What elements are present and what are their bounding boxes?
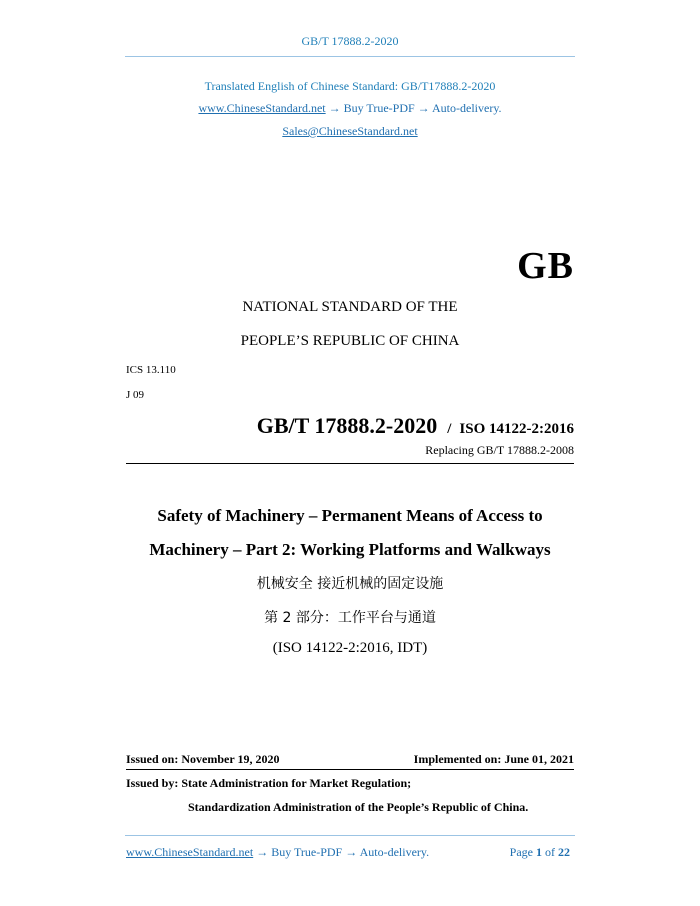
title-zh-line1: 机械安全 接近机械的固定设施 (256, 576, 444, 592)
dates-divider (126, 769, 574, 770)
arrow-right-icon: → (345, 845, 358, 859)
issued-by-line1: Issued by: State Administration for Market Regulation; (126, 776, 412, 790)
header-divider (125, 56, 575, 57)
site-link[interactable]: www.ChineseStandard.net (198, 101, 326, 115)
issued-on-date: Issued on: November 19, 2020 (126, 752, 280, 766)
footer-site-link[interactable]: www.ChineseStandard.net (126, 845, 254, 859)
issued-by-line2: Standardization Administration of the People’s Republic of China. (188, 800, 529, 814)
standard-number (257, 413, 574, 439)
arrow-right-icon: → (328, 101, 341, 115)
running-header-title: GB/T 17888.2-2020 (301, 34, 399, 48)
national-standard-line1: NATIONAL STANDARD OF THE (242, 299, 458, 315)
footer-auto-delivery-text: Auto-delivery. (359, 845, 430, 859)
page-indicator (510, 845, 570, 860)
purchase-line (0, 101, 700, 116)
email-line (0, 124, 700, 139)
national-standard-line2: PEOPLE’S REPUBLIC OF CHINA (240, 333, 460, 349)
translation-notice: Translated English of Chinese Standard: GB/T17888.2-2020 (204, 79, 496, 93)
footer-buy-pdf-text: Buy True-PDF (271, 845, 343, 859)
footer-divider (125, 835, 575, 836)
title-zh-line2: 第 2 部分：工作平台与通道 (264, 610, 436, 626)
implemented-on-date: Implemented on: June 01, 2021 (413, 752, 574, 766)
number-separator: / (447, 421, 452, 437)
footer-purchase-line (126, 845, 429, 860)
gb-standard-number: GB/T 17888.2-2020 (256, 413, 438, 438)
iso-standard-number: ISO 14122-2:2016 (459, 421, 574, 437)
replacing-standard: Replacing GB/T 17888.2-2008 (425, 443, 574, 457)
title-en-line1: Safety of Machinery – Permanent Means of Access to (157, 506, 543, 525)
auto-delivery-text: Auto-delivery. (432, 101, 502, 115)
of-label: of (545, 845, 555, 859)
page-label: Page (509, 845, 533, 859)
page-total: 22 (558, 845, 570, 859)
ics-code: ICS 13.110 (126, 364, 176, 376)
ccs-code: J 09 (126, 389, 145, 401)
gb-logo: GB (517, 245, 574, 287)
sales-email-link[interactable]: Sales@ChineseStandard.net (282, 124, 418, 138)
standard-number-divider (126, 463, 574, 464)
iso-equivalence: (ISO 14122-2:2016, IDT) (272, 640, 428, 656)
arrow-right-icon: → (417, 101, 430, 115)
arrow-right-icon: → (256, 845, 269, 859)
buy-pdf-text: Buy True-PDF (343, 101, 415, 115)
page-number: 1 (536, 845, 542, 859)
title-en-line2: Machinery – Part 2: Working Platforms and Walkways (149, 540, 551, 559)
